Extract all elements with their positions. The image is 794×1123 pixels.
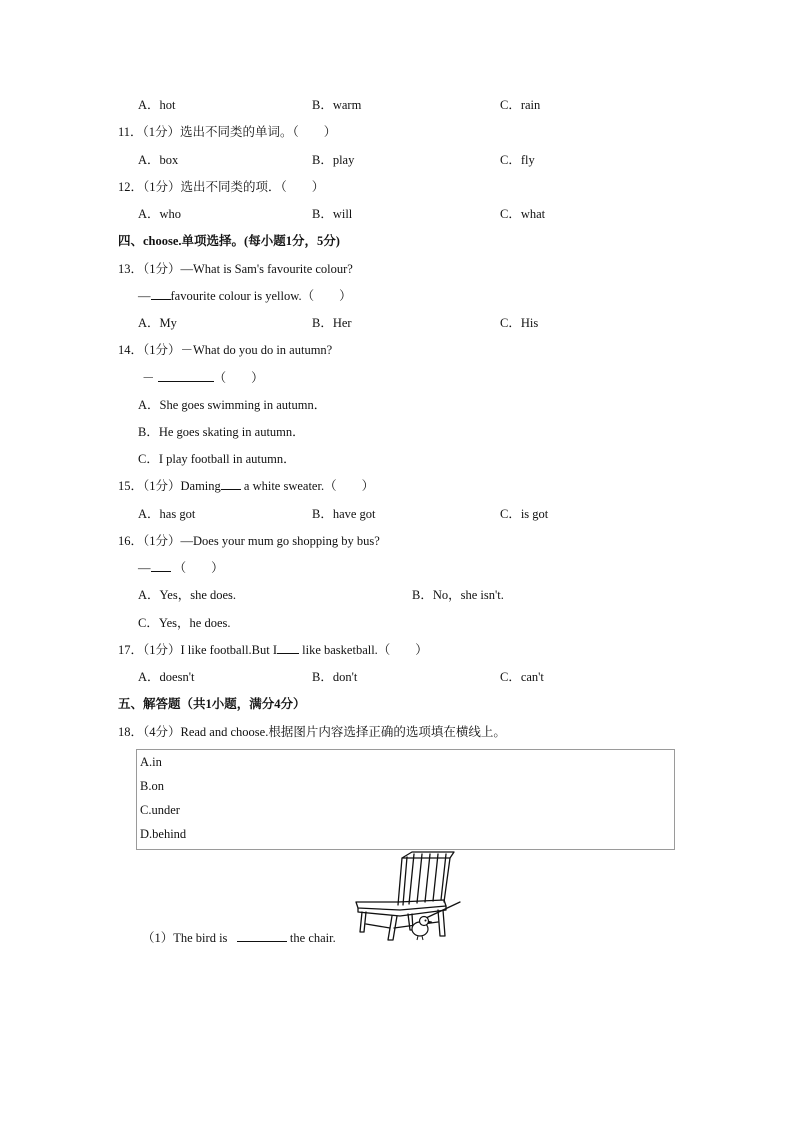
q13-option-c: C．His <box>500 316 539 330</box>
q14-option-b: B．He goes skating in autumn． <box>138 425 305 439</box>
q18-sub1 <box>142 930 336 946</box>
q14-option-c: C．I play football in autumn． <box>138 452 296 466</box>
q17-option-b: B．don't <box>312 670 358 684</box>
q15-stem <box>118 478 374 494</box>
q13-dash: — <box>138 289 151 303</box>
q16-answer-text: （ ） <box>173 561 224 575</box>
q11-stem: 11．（1分）选出不同类的单词。（ ） <box>118 125 337 139</box>
q13-stem: 13．（1分）—What is Sam's favourite colour? <box>118 262 353 276</box>
q14-stem: 14．（1分）－What do you do in autumn? <box>118 343 333 357</box>
q15-option-c: C．is got <box>500 507 549 521</box>
q13-answer-line <box>138 288 352 304</box>
q17-stem-start: 17．（1分）I like football.But I <box>118 643 278 657</box>
q18-option-d: D.behind <box>140 827 187 841</box>
q17-option-c: C．can't <box>500 670 544 684</box>
q10-option-a: A．hot <box>138 98 176 112</box>
q13-answer-text: favourite colour is yellow.（ ） <box>170 289 352 303</box>
q18-sub1-start: （1）The bird is <box>142 931 228 945</box>
q15-option-b: B．have got <box>312 507 376 521</box>
q18-option-a: A.in <box>140 755 162 769</box>
q14-option-a: A．She goes swimming in autumn． <box>138 398 327 412</box>
q15-option-a: A．has got <box>138 507 196 521</box>
q16-blank[interactable] <box>151 560 171 572</box>
q16-answer-line <box>138 560 224 576</box>
q14-answer-text: （ ） <box>213 371 264 385</box>
q17-stem-end: like basketball.（ ） <box>302 643 428 657</box>
q13-blank[interactable] <box>151 288 171 300</box>
q18-sub1-end: the chair. <box>289 931 336 945</box>
q17-option-a: A．doesn't <box>138 670 195 684</box>
q18-option-b: B.on <box>140 779 164 793</box>
q18-sub1-blank[interactable] <box>237 930 287 942</box>
q11-option-a: A．box <box>138 153 179 167</box>
q12-option-b: B．will <box>312 207 353 221</box>
q12-stem: 12．（1分）选出不同类的项．（ ） <box>118 180 325 194</box>
q12-option-c: C．what <box>500 207 546 221</box>
q10-option-c: C．rain <box>500 98 541 112</box>
q13-option-b: B．Her <box>312 316 352 330</box>
q16-option-a: A．Yes，she does. <box>138 588 237 602</box>
q13-option-a: A．My <box>138 316 177 330</box>
q16-option-b: B．No，she isn't. <box>412 588 504 602</box>
chair-with-bird-illustration <box>350 850 465 944</box>
q11-option-b: B．play <box>312 153 355 167</box>
section-5-title: 五、解答题（共1小题，满分4分） <box>118 697 306 711</box>
q16-dash: — <box>138 561 151 575</box>
q14-blank[interactable] <box>158 370 214 382</box>
section-4-title: 四、choose.单项选择。(每小题1分，5分) <box>118 234 340 248</box>
q14-dash: － <box>142 371 155 385</box>
q18-options-box <box>136 749 675 850</box>
q16-stem: 16．（1分）—Does your mum go shopping by bus? <box>118 534 380 548</box>
q15-stem-end: a white sweater.（ ） <box>243 479 375 493</box>
q15-stem-start: 15．（1分）Daming <box>118 479 221 493</box>
q15-blank[interactable] <box>221 478 241 490</box>
q16-option-c: C．Yes，he does. <box>138 616 231 630</box>
q12-option-a: A．who <box>138 207 182 221</box>
q18-stem: 18．（4分）Read and choose.根据图片内容选择正确的选项填在横线上。 <box>118 725 506 739</box>
q18-option-c: C.under <box>140 803 180 817</box>
q17-stem <box>118 642 428 658</box>
q14-answer-line <box>142 370 264 386</box>
q11-option-c: C．fly <box>500 153 535 167</box>
q17-blank[interactable] <box>277 642 299 654</box>
q10-option-b: B．warm <box>312 98 362 112</box>
